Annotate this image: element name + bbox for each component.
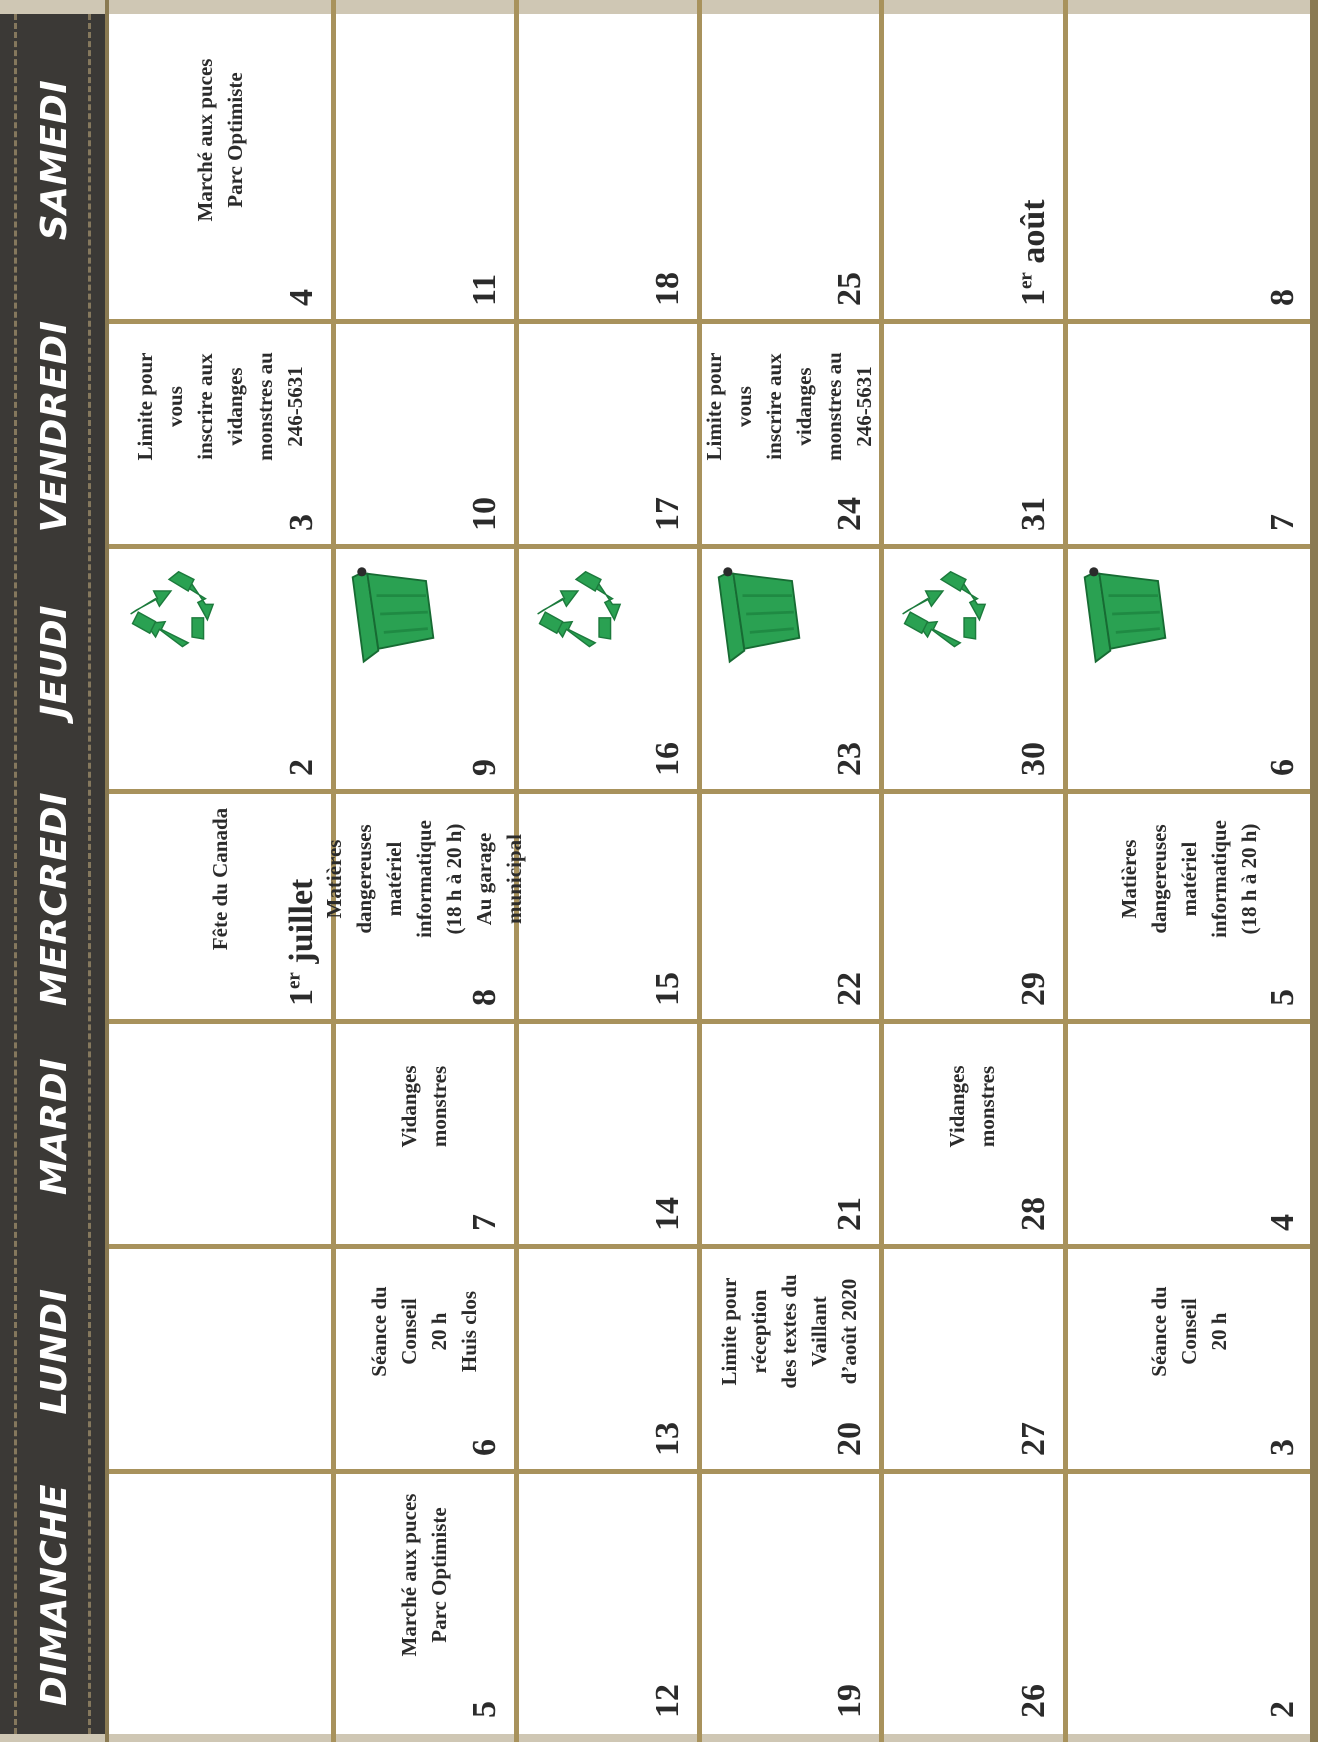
day-number-value: 1 bbox=[283, 989, 320, 1006]
event-text: Vidanges monstres bbox=[945, 1065, 999, 1148]
event-text: 20 h bbox=[1206, 1312, 1231, 1351]
calendar-day-cell bbox=[885, 1476, 1061, 1730]
calendar-day-cell bbox=[885, 18, 1061, 318]
event-text: Matières dangereuses bbox=[1116, 824, 1171, 934]
event-text: inscrire aux vidanges bbox=[762, 353, 816, 460]
day-number bbox=[283, 759, 321, 776]
day-number bbox=[1015, 199, 1053, 306]
day-number bbox=[466, 989, 504, 1006]
day-number-value: 4 bbox=[1264, 1214, 1301, 1231]
event-text: Séance du Conseil bbox=[1146, 1286, 1201, 1377]
day-number-value: 7 bbox=[466, 1214, 503, 1231]
day-number-value: 9 bbox=[466, 759, 503, 776]
day-number bbox=[466, 1701, 504, 1718]
day-number-value: 26 bbox=[1015, 1684, 1052, 1718]
calendar-day-cell bbox=[1069, 1476, 1310, 1730]
event-text: Limite pour vous bbox=[702, 352, 756, 461]
day-number bbox=[831, 1197, 869, 1231]
day-number-suffix: er bbox=[1015, 272, 1037, 289]
event-text: d’août 2020 bbox=[837, 1278, 861, 1385]
day-event bbox=[321, 802, 526, 956]
recycle-icon bbox=[893, 559, 989, 669]
weekday-mercredi: MERCREDI bbox=[33, 791, 75, 1007]
calendar-day-cell bbox=[703, 1251, 877, 1468]
day-number-value: 17 bbox=[649, 497, 686, 531]
day-number-value: 8 bbox=[1264, 289, 1301, 306]
event-text: Parc Optimiste bbox=[426, 1507, 451, 1643]
day-number bbox=[831, 972, 869, 1006]
event-text: (18 h à 20 h) bbox=[1236, 823, 1261, 935]
day-number-value: 15 bbox=[649, 972, 686, 1006]
day-number bbox=[649, 972, 687, 1006]
event-text: Parc Optimiste bbox=[223, 72, 247, 208]
weekday-vendredi: VENDREDI bbox=[33, 320, 75, 533]
calendar-day-cell bbox=[520, 1026, 695, 1243]
day-number-value: 6 bbox=[466, 1439, 503, 1456]
day-event bbox=[1073, 1257, 1304, 1406]
event-text: Matières dangereuses bbox=[321, 824, 376, 934]
trash-bin-icon bbox=[345, 559, 441, 669]
month-label: juillet bbox=[283, 878, 320, 973]
day-number bbox=[1264, 989, 1302, 1006]
weekday-samedi: SAMEDI bbox=[33, 79, 75, 241]
calendar-day-cell bbox=[703, 551, 877, 788]
event-text: Limite pour réception bbox=[717, 1277, 771, 1386]
day-number-value: 24 bbox=[831, 497, 868, 531]
day-event bbox=[707, 1257, 871, 1406]
event-text: 20 h bbox=[426, 1312, 451, 1351]
calendar-day-cell bbox=[1069, 796, 1310, 1018]
calendar-day-cell bbox=[703, 1026, 877, 1243]
day-number bbox=[1015, 742, 1053, 776]
day-number-value: 28 bbox=[1015, 1197, 1052, 1231]
calendar-day-cell bbox=[337, 1476, 512, 1730]
day-number-value: 4 bbox=[283, 289, 320, 306]
day-number-value: 13 bbox=[649, 1422, 686, 1456]
calendar-grid bbox=[105, 0, 1318, 1742]
day-number bbox=[466, 1439, 504, 1456]
event-text: monstres au 246-5631 bbox=[822, 352, 876, 461]
calendar-day-cell bbox=[703, 326, 877, 543]
calendar-day-cell bbox=[885, 1026, 1061, 1243]
weekday-header bbox=[0, 14, 105, 1734]
day-event bbox=[117, 332, 323, 481]
day-number bbox=[466, 274, 504, 306]
trash-bin-icon bbox=[1077, 559, 1173, 669]
day-number bbox=[831, 742, 869, 776]
event-text: des textes du Vaillant bbox=[777, 1274, 831, 1389]
grid-divider bbox=[1063, 0, 1068, 1742]
calendar-day-cell bbox=[337, 1251, 512, 1468]
day-number bbox=[1015, 1684, 1053, 1718]
day-number-value: 3 bbox=[1264, 1439, 1301, 1456]
calendar-day-cell bbox=[885, 551, 1061, 788]
day-number bbox=[649, 1422, 687, 1456]
day-number-value: 2 bbox=[283, 759, 320, 776]
day-number-value: 16 bbox=[649, 742, 686, 776]
calendar-day-cell bbox=[113, 1476, 329, 1730]
day-number-value: 14 bbox=[649, 1197, 686, 1231]
calendar-day-cell bbox=[520, 1251, 695, 1468]
calendar-day-cell bbox=[337, 326, 512, 543]
day-number bbox=[649, 272, 687, 306]
grid-divider bbox=[109, 319, 1310, 324]
month-label: août bbox=[1015, 199, 1052, 273]
weekday-dimanche: DIMANCHE bbox=[33, 1483, 75, 1707]
day-number-value: 6 bbox=[1264, 759, 1301, 776]
day-number-value: 8 bbox=[466, 989, 503, 1006]
day-event bbox=[702, 332, 876, 481]
event-text: inscrire aux vidanges bbox=[193, 353, 247, 460]
day-number-value: 12 bbox=[649, 1684, 686, 1718]
day-number bbox=[649, 497, 687, 531]
event-text: Limite pour vous bbox=[133, 352, 187, 461]
day-event bbox=[1073, 802, 1304, 956]
event-text: matériel informatique bbox=[1176, 820, 1231, 938]
calendar-day-cell bbox=[1069, 18, 1310, 318]
day-number-value: 11 bbox=[466, 273, 503, 306]
day-number-value: 31 bbox=[1015, 497, 1052, 531]
calendar-day-cell bbox=[113, 551, 329, 788]
event-text: Marché aux puces bbox=[193, 58, 217, 222]
calendar-day-cell bbox=[113, 796, 329, 1018]
day-number-value: 10 bbox=[466, 497, 503, 531]
day-event bbox=[117, 24, 323, 256]
day-number bbox=[283, 289, 321, 306]
grid-divider bbox=[879, 0, 884, 1742]
grid-divider bbox=[109, 1019, 1310, 1024]
calendar-day-cell bbox=[520, 1476, 695, 1730]
day-number-value: 29 bbox=[1015, 972, 1052, 1006]
day-number-value: 5 bbox=[466, 1701, 503, 1718]
calendar-day-cell bbox=[520, 18, 695, 318]
day-number-value: 21 bbox=[831, 1197, 868, 1231]
day-number bbox=[1264, 1701, 1302, 1718]
day-number bbox=[1015, 1422, 1053, 1456]
calendar-day-cell bbox=[885, 326, 1061, 543]
day-number-suffix: er bbox=[283, 972, 305, 989]
calendar-day-cell bbox=[1069, 326, 1310, 543]
day-number-value: 7 bbox=[1264, 514, 1301, 531]
weekday-mardi: MARDI bbox=[33, 1057, 75, 1196]
day-number bbox=[466, 497, 504, 531]
day-event bbox=[341, 1257, 506, 1406]
day-number bbox=[1015, 972, 1053, 1006]
day-number bbox=[649, 1684, 687, 1718]
day-number bbox=[831, 1684, 869, 1718]
calendar-day-cell bbox=[113, 326, 329, 543]
grid-divider bbox=[109, 789, 1310, 794]
calendar-day-cell bbox=[703, 1476, 877, 1730]
calendar-day-cell bbox=[113, 18, 329, 318]
event-text: Huis clos bbox=[456, 1290, 481, 1373]
day-number bbox=[1264, 514, 1302, 531]
day-number bbox=[1015, 497, 1053, 531]
day-number-value: 23 bbox=[831, 742, 868, 776]
calendar-day-cell bbox=[113, 1251, 329, 1468]
event-text: monstres au 246-5631 bbox=[253, 352, 307, 461]
day-number-value: 5 bbox=[1264, 989, 1301, 1006]
calendar-day-cell bbox=[520, 326, 695, 543]
day-number-value: 22 bbox=[831, 972, 868, 1006]
day-number bbox=[1264, 289, 1302, 306]
grid-divider bbox=[697, 0, 702, 1742]
day-number bbox=[1264, 1439, 1302, 1456]
day-number bbox=[649, 1197, 687, 1231]
day-number bbox=[649, 742, 687, 776]
day-number bbox=[1264, 1214, 1302, 1231]
day-event bbox=[889, 1032, 1055, 1181]
grid-divider bbox=[109, 544, 1310, 549]
calendar-day-cell bbox=[113, 1026, 329, 1243]
day-number-value: 30 bbox=[1015, 742, 1052, 776]
day-event bbox=[341, 1032, 506, 1181]
calendar-day-cell bbox=[520, 796, 695, 1018]
day-number bbox=[466, 1214, 504, 1231]
day-number-value: 18 bbox=[649, 272, 686, 306]
event-text: matériel informatique bbox=[381, 820, 436, 938]
event-text: Marché aux puces bbox=[396, 1493, 421, 1657]
weekday-lundi: LUNDI bbox=[33, 1288, 75, 1415]
day-number-value: 1 bbox=[1015, 289, 1052, 306]
day-number bbox=[831, 497, 869, 531]
weekday-jeudi: JEUDI bbox=[33, 605, 75, 718]
day-event bbox=[341, 1482, 506, 1668]
trash-bin-icon bbox=[711, 559, 807, 669]
event-text: Au garage municipal bbox=[471, 832, 526, 926]
calendar-day-cell bbox=[885, 1251, 1061, 1468]
recycle-icon bbox=[528, 559, 624, 669]
event-text: Vidanges monstres bbox=[396, 1065, 451, 1148]
day-number-value: 19 bbox=[831, 1684, 868, 1718]
calendar-day-cell bbox=[520, 551, 695, 788]
day-number-value: 2 bbox=[1264, 1701, 1301, 1718]
calendar-day-cell bbox=[885, 796, 1061, 1018]
calendar-day-cell bbox=[1069, 1251, 1310, 1468]
day-number bbox=[466, 759, 504, 776]
calendar-day-cell bbox=[703, 796, 877, 1018]
day-number bbox=[1015, 1197, 1053, 1231]
day-number-value: 27 bbox=[1015, 1422, 1052, 1456]
calendar-day-cell bbox=[337, 18, 512, 318]
calendar-day-cell bbox=[1069, 551, 1310, 788]
day-number-value: 25 bbox=[831, 272, 868, 306]
calendar-day-cell bbox=[1069, 1026, 1310, 1243]
event-text: Séance du Conseil bbox=[366, 1286, 421, 1377]
calendar-day-cell bbox=[337, 551, 512, 788]
day-number-value: 3 bbox=[283, 514, 320, 531]
calendar-day-cell bbox=[337, 1026, 512, 1243]
day-event bbox=[117, 802, 323, 956]
recycle-icon bbox=[121, 559, 217, 669]
grid-divider bbox=[109, 1469, 1310, 1474]
grid-divider bbox=[109, 1244, 1310, 1249]
calendar-day-cell bbox=[321, 796, 526, 1018]
day-number bbox=[831, 1422, 869, 1456]
day-number-value: 20 bbox=[831, 1422, 868, 1456]
event-text: (18 h à 20 h) bbox=[441, 823, 466, 935]
calendar-day-cell bbox=[703, 18, 877, 318]
day-number bbox=[831, 272, 869, 306]
day-number bbox=[283, 514, 321, 531]
event-text: Fête du Canada bbox=[208, 807, 232, 951]
day-number bbox=[1264, 759, 1302, 776]
